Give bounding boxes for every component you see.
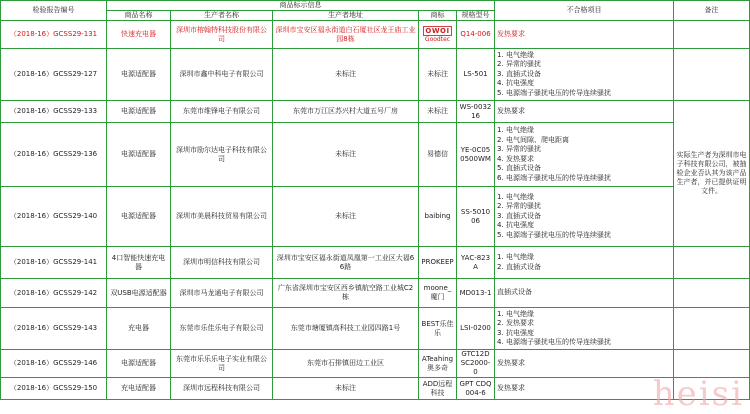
table-row — [1, 21, 750, 49]
address-cell: 未标注 — [273, 187, 419, 247]
remark-cell — [674, 308, 750, 350]
producer-cell: 深圳市远程科技有限公司 — [171, 378, 273, 400]
issue-item: 2. 异常的骚扰 — [497, 60, 541, 69]
header-brand: 商标 — [419, 11, 457, 21]
issue-item: 1. 电气绝缘 — [497, 126, 534, 134]
address-cell: 未标注 — [273, 123, 419, 187]
address-cell: 深圳市宝安区福永街道白石厦社区龙王庙工业园8栋 — [273, 21, 419, 49]
brand-cell: ATeahing奥多奇 — [419, 350, 457, 378]
watermark: heisi — [652, 374, 744, 414]
issue-item: 4. 抗电强度 — [497, 79, 534, 88]
issue-item: 3. 直插式设备 — [497, 211, 541, 220]
brand-cell: baibing — [419, 187, 457, 247]
issues-cell — [495, 247, 674, 279]
model-cell: YE-0C050500WM — [457, 123, 495, 187]
issues-cell — [495, 101, 674, 123]
product-name-cell: 充电适配器 — [107, 378, 171, 400]
product-name-cell: 电源适配器 — [107, 187, 171, 247]
report-no-cell: （2018-16）GCSS29-127 — [1, 49, 107, 101]
brand-cell: moone_魔门 — [419, 279, 457, 308]
issues-cell — [495, 378, 674, 400]
issue-item: 发热要求 — [497, 383, 526, 392]
model-cell: Q14-006 — [457, 21, 495, 49]
address-cell: 东莞市石排镇田边工业区 — [273, 350, 419, 378]
issues-cell — [495, 49, 674, 101]
model-cell: GTC12D SC2000-0 — [457, 350, 495, 378]
producer-cell: 深圳市美晨科技贸易有限公司 — [171, 187, 273, 247]
issues-cell — [495, 187, 674, 247]
product-name-cell: 电源适配器 — [107, 350, 171, 378]
issue-item: 3. 异常的骚扰 — [497, 145, 541, 153]
brand-cell: 易德信 — [419, 123, 457, 187]
producer-cell: 东莞市乐佳乐电子有限公司 — [171, 308, 273, 350]
header-report-no: 检验报告编号 — [1, 1, 107, 21]
remark-cell — [674, 279, 750, 308]
remark-cell — [674, 247, 750, 279]
address-cell: 未标注 — [273, 49, 419, 101]
producer-cell: 东莞市维锋电子有限公司 — [171, 101, 273, 123]
issue-item: 3. 直插式设备 — [497, 69, 541, 78]
producer-cell: 深圳市榕翰特科技股份有限公司 — [171, 21, 273, 49]
remark-cell — [674, 378, 750, 400]
table-row — [1, 101, 750, 123]
report-no-cell: （2018-16）GCSS29-133 — [1, 101, 107, 123]
issue-item: 2. 直插式设备 — [497, 262, 541, 271]
table-row — [1, 279, 750, 308]
issue-item: 发热要求 — [497, 29, 526, 38]
issue-item: 1. 电气绝缘 — [497, 253, 534, 261]
product-name-cell: 电源适配器 — [107, 49, 171, 101]
issues-cell — [495, 279, 674, 308]
issues-cell — [495, 308, 674, 350]
brand-cell: BEST乐佳乐 — [419, 308, 457, 350]
issues-cell — [495, 123, 674, 187]
table-row — [1, 378, 750, 400]
producer-cell: 深圳市明信科技有限公司 — [171, 247, 273, 279]
product-name-cell: 快速充电器 — [107, 21, 171, 49]
report-no-cell: （2018-16）GCSS29-141 — [1, 247, 107, 279]
producer-cell: 深圳市鑫中科电子有限公司 — [171, 49, 273, 101]
table-body — [1, 21, 750, 400]
brand-cell — [419, 21, 457, 49]
remark-cell — [674, 350, 750, 378]
brand-cell: 未标注 — [419, 101, 457, 123]
brand-subtext: Goodtec — [424, 36, 451, 43]
header-name: 商品名称 — [107, 11, 171, 21]
issues-cell — [495, 21, 674, 49]
address-cell: 东莞市万江区苏兴村大道五号厂房 — [273, 101, 419, 123]
model-cell: LS-501 — [457, 49, 495, 101]
table-row — [1, 308, 750, 350]
model-cell: LSI-0200 — [457, 308, 495, 350]
address-cell: 广东省深圳市宝安区西乡镇航空路工业城C2栋 — [273, 279, 419, 308]
header-group: 商品标示信息 — [107, 1, 495, 11]
issue-item: 1. 电气绝缘 — [497, 309, 534, 318]
header-issues: 不合格项目 — [495, 1, 674, 21]
product-name-cell: 双USB电源适配器 — [107, 279, 171, 308]
issue-item: 1. 电气绝缘 — [497, 50, 534, 59]
brand-cell: 未标注 — [419, 49, 457, 101]
product-name-cell: 充电器 — [107, 308, 171, 350]
header-address: 生产者地址 — [273, 11, 419, 21]
issue-item: 发热要求 — [497, 358, 526, 367]
product-name-cell: 4口智能快速充电器 — [107, 247, 171, 279]
model-cell: MD013-1 — [457, 279, 495, 308]
remark-cell — [674, 49, 750, 101]
issue-item: 2. 发热要求 — [497, 319, 534, 327]
header-producer: 生产者名称 — [171, 11, 273, 21]
issue-item: 发热要求 — [497, 106, 526, 115]
address-cell: 深圳市宝安区福永街道凤凰第一工业区大福66路 — [273, 247, 419, 279]
report-no-cell: （2018-16）GCSS29-142 — [1, 279, 107, 308]
product-name-cell: 电源适配器 — [107, 123, 171, 187]
remark-cell — [674, 21, 750, 49]
product-name-cell: 电源适配器 — [107, 101, 171, 123]
issue-item: 4. 抗电强度 — [497, 221, 534, 230]
issue-item: 2. 异常的骚扰 — [497, 202, 541, 211]
header-remark: 备注 — [674, 1, 750, 21]
table-row — [1, 123, 750, 187]
table-row — [1, 350, 750, 378]
model-cell: WS-003216 — [457, 101, 495, 123]
brand-logo: OWOI — [425, 27, 450, 35]
address-cell: 未标注 — [273, 378, 419, 400]
table-row — [1, 247, 750, 279]
brand-cell: PROKEEP — [419, 247, 457, 279]
brand-cell: ADD远程科技 — [419, 378, 457, 400]
issue-item: 1. 电气绝缘 — [497, 192, 534, 201]
address-cell: 东莞市塘厦镇高科技工业园四路1号 — [273, 308, 419, 350]
issue-item: 5. 电源端子骚扰电压的传导连续骚扰 — [497, 88, 611, 97]
report-no-cell: （2018-16）GCSS29-131 — [1, 21, 107, 49]
issue-item: 5. 电源端子骚扰电压的传导连续骚扰 — [497, 230, 611, 239]
remark-cell: 实际生产者为深圳市电子科技有限公司，被抽检企业否认其为该产品生产者，并已提供证明文件。 — [674, 101, 750, 247]
producer-cell: 深圳市马龙通电子有限公司 — [171, 279, 273, 308]
report-no-cell: （2018-16）GCSS29-140 — [1, 187, 107, 247]
issue-item: 6. 电源端子骚扰电压的传导连续骚扰 — [497, 173, 611, 182]
table-row — [1, 187, 750, 247]
model-cell: YAC-823A — [457, 247, 495, 279]
issues-cell — [495, 350, 674, 378]
model-cell: SS-501006 — [457, 187, 495, 247]
producer-cell: 深圳市励尔达电子科技有限公司 — [171, 123, 273, 187]
report-no-cell: （2018-16）GCSS29-136 — [1, 123, 107, 187]
issue-item: 4. 发热要求 — [497, 154, 534, 163]
issue-item: 直插式设备 — [497, 288, 533, 297]
table-row — [1, 49, 750, 101]
model-cell: GPT CDQ 004-6 — [457, 378, 495, 400]
report-no-cell: （2018-16）GCSS29-143 — [1, 308, 107, 350]
producer-cell: 东莞市乐乐乐电子实业有限公司 — [171, 350, 273, 378]
issue-item: 2. 电气间隙、爬电距离 — [497, 135, 569, 144]
issue-item: 4. 电源端子骚扰电压的传导连续骚扰 — [497, 338, 611, 346]
header-model: 规格型号 — [457, 11, 495, 21]
report-no-cell: （2018-16）GCSS29-150 — [1, 378, 107, 400]
issue-item: 5. 直插式设备 — [497, 164, 541, 172]
issue-item: 3. 抗电强度 — [497, 328, 534, 337]
report-no-cell: （2018-16）GCSS29-146 — [1, 350, 107, 378]
